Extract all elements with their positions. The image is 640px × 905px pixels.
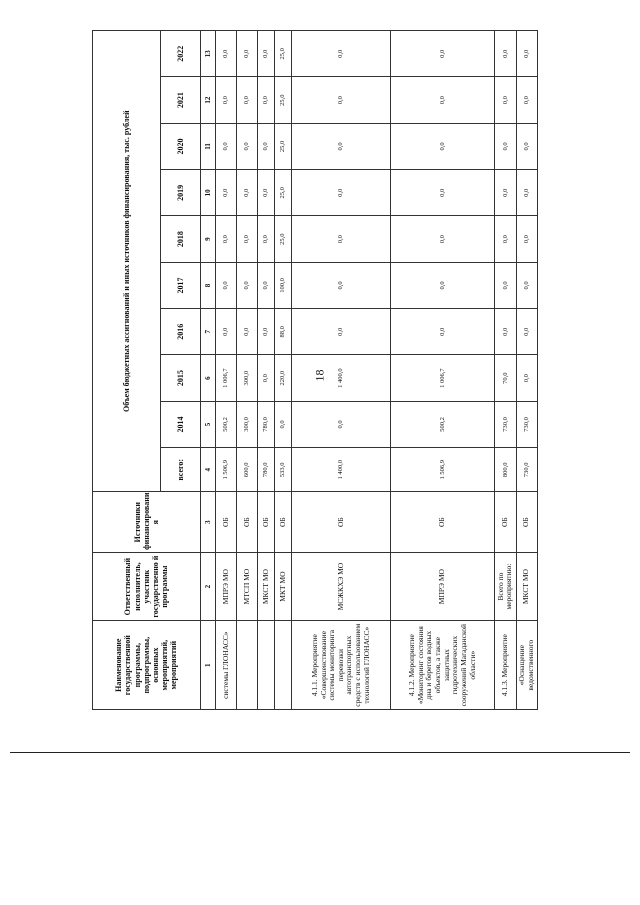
row-value: 0,0 bbox=[258, 309, 275, 355]
row-value: 0,0 bbox=[516, 355, 538, 401]
row-value: 1 006,7 bbox=[391, 355, 495, 401]
row-value: 0,0 bbox=[495, 31, 516, 77]
column-index: 8 bbox=[200, 262, 215, 308]
row-value: 800,0 bbox=[495, 448, 516, 492]
row-value: 0,0 bbox=[258, 77, 275, 123]
row-value: 0,0 bbox=[258, 262, 275, 308]
header-funding: Объем бюджетных ассигнований и иных источников финансирования, тыс. рублей bbox=[93, 31, 161, 492]
row-value: 0,0 bbox=[291, 170, 390, 216]
column-index: 9 bbox=[200, 216, 215, 262]
row-responsible: Всего по мероприятию: bbox=[495, 552, 516, 621]
row-value: 0,0 bbox=[495, 170, 516, 216]
row-value: 780,0 bbox=[258, 448, 275, 492]
header-year: 2018 bbox=[160, 216, 200, 262]
row-name bbox=[258, 621, 275, 710]
table-row bbox=[516, 31, 538, 710]
row-value: 0,0 bbox=[258, 170, 275, 216]
row-value: 0,0 bbox=[215, 262, 236, 308]
row-value: 0,0 bbox=[516, 123, 538, 169]
row-value: 100,0 bbox=[274, 262, 291, 308]
row-value: 0,0 bbox=[516, 31, 538, 77]
row-value: 25,0 bbox=[274, 123, 291, 169]
row-value: 0,0 bbox=[391, 77, 495, 123]
row-value: 0,0 bbox=[495, 216, 516, 262]
row-value: 730,0 bbox=[516, 401, 538, 447]
column-index: 4 bbox=[200, 448, 215, 492]
header-year: 2020 bbox=[160, 123, 200, 169]
row-responsible: МКСТ МО bbox=[516, 552, 538, 621]
row-value: 0,0 bbox=[391, 123, 495, 169]
header-year: 2015 bbox=[160, 355, 200, 401]
row-responsible: МПРЭ МО bbox=[391, 552, 495, 621]
header-source: Источники финансировани я bbox=[93, 492, 201, 552]
header-year: 2016 bbox=[160, 309, 200, 355]
header-year: 2019 bbox=[160, 170, 200, 216]
row-value: 0,0 bbox=[495, 309, 516, 355]
row-value: 0,0 bbox=[391, 170, 495, 216]
row-source: ОБ bbox=[391, 492, 495, 552]
row-value: 0,0 bbox=[258, 355, 275, 401]
row-value: 25,0 bbox=[274, 170, 291, 216]
column-index: 13 bbox=[200, 31, 215, 77]
row-value: 0,0 bbox=[258, 123, 275, 169]
row-value: 0,0 bbox=[516, 77, 538, 123]
row-value: 88,0 bbox=[274, 309, 291, 355]
row-value: 0,0 bbox=[215, 123, 236, 169]
row-value: 0,0 bbox=[215, 216, 236, 262]
row-value: 0,0 bbox=[215, 77, 236, 123]
row-responsible: МТСП МО bbox=[236, 552, 257, 621]
column-index: 2 bbox=[200, 552, 215, 621]
row-name: 4.1.3. Мероприятие bbox=[495, 621, 516, 710]
row-value: 0,0 bbox=[215, 170, 236, 216]
row-value: 0,0 bbox=[236, 309, 257, 355]
row-source: ОБ bbox=[215, 492, 236, 552]
row-value: 0,0 bbox=[291, 123, 390, 169]
row-value: 25,0 bbox=[274, 31, 291, 77]
page-number: 18 bbox=[312, 369, 327, 382]
row-value: 0,0 bbox=[236, 216, 257, 262]
row-value: 0,0 bbox=[391, 309, 495, 355]
row-value: 300,0 bbox=[236, 355, 257, 401]
row-value: 0,0 bbox=[258, 216, 275, 262]
row-value: 780,0 bbox=[258, 401, 275, 447]
row-value: 0,0 bbox=[516, 170, 538, 216]
header-year: 2017 bbox=[160, 262, 200, 308]
row-value: 0,0 bbox=[236, 31, 257, 77]
row-value: 500,2 bbox=[215, 401, 236, 447]
row-value: 0,0 bbox=[391, 31, 495, 77]
header-year: 2022 bbox=[160, 31, 200, 77]
row-name: «Оснащение ведомственного bbox=[516, 621, 538, 710]
horizontal-rule bbox=[10, 752, 630, 753]
row-responsible: МКТ МО bbox=[274, 552, 291, 621]
row-value: 1 400,0 bbox=[291, 355, 390, 401]
column-index: 11 bbox=[200, 123, 215, 169]
row-value: 0,0 bbox=[291, 262, 390, 308]
row-value: 0,0 bbox=[291, 401, 390, 447]
row-value: 0,0 bbox=[516, 216, 538, 262]
row-value: 0,0 bbox=[516, 262, 538, 308]
funding-table bbox=[92, 30, 538, 710]
header-total: всего: bbox=[160, 448, 200, 492]
row-name bbox=[274, 621, 291, 710]
table-row bbox=[258, 31, 275, 710]
row-value: 730,0 bbox=[495, 401, 516, 447]
row-responsible: МСЖКХЭ МО bbox=[291, 552, 390, 621]
row-value: 0,0 bbox=[274, 401, 291, 447]
column-index: 10 bbox=[200, 170, 215, 216]
row-source: ОБ bbox=[516, 492, 538, 552]
table-row bbox=[236, 31, 257, 710]
row-value: 0,0 bbox=[215, 31, 236, 77]
column-index: 6 bbox=[200, 355, 215, 401]
header-year: 2021 bbox=[160, 77, 200, 123]
row-value: 0,0 bbox=[516, 309, 538, 355]
row-value: 0,0 bbox=[236, 123, 257, 169]
row-responsible: МКСТ МО bbox=[258, 552, 275, 621]
table-row bbox=[495, 31, 516, 710]
row-responsible: МПРЭ МО bbox=[215, 552, 236, 621]
row-value: 0,0 bbox=[236, 262, 257, 308]
row-value: 500,2 bbox=[391, 401, 495, 447]
row-name: 4.1.2. Мероприятие «Мониторинг состояния дна и берегов водных объектов, а также защитных гидротехнических сооружений Магаданской области» bbox=[391, 621, 495, 710]
header-responsible: Ответственный исполнитель, участник государственно й программы bbox=[93, 552, 201, 621]
row-value: 0,0 bbox=[495, 262, 516, 308]
row-name bbox=[236, 621, 257, 710]
column-index: 7 bbox=[200, 309, 215, 355]
row-source: ОБ bbox=[236, 492, 257, 552]
row-value: 730,0 bbox=[516, 448, 538, 492]
column-index: 12 bbox=[200, 77, 215, 123]
row-source: ОБ bbox=[495, 492, 516, 552]
row-value: 70,0 bbox=[495, 355, 516, 401]
row-value: 25,0 bbox=[274, 216, 291, 262]
row-value: 1 400,0 bbox=[291, 448, 390, 492]
row-name: системы ГЛОНАСС» bbox=[215, 621, 236, 710]
row-value: 0,0 bbox=[236, 77, 257, 123]
row-value: 25,0 bbox=[274, 77, 291, 123]
row-value: 300,0 bbox=[236, 401, 257, 447]
row-source: ОБ bbox=[274, 492, 291, 552]
row-value: 0,0 bbox=[236, 170, 257, 216]
row-value: 0,0 bbox=[391, 216, 495, 262]
row-source: ОБ bbox=[291, 492, 390, 552]
row-value: 0,0 bbox=[391, 262, 495, 308]
row-value: 1 506,9 bbox=[215, 448, 236, 492]
header-year: 2014 bbox=[160, 401, 200, 447]
rotated-table-area bbox=[92, 30, 538, 710]
row-source: ОБ bbox=[258, 492, 275, 552]
column-index: 1 bbox=[200, 621, 215, 710]
row-value: 0,0 bbox=[291, 31, 390, 77]
table-row bbox=[215, 31, 236, 710]
row-value: 1 006,7 bbox=[215, 355, 236, 401]
row-name: 4.1.1. Мероприятие «Совершенствование системы мониторинга перевозки автотранспортных средств с использованием технологий ГЛОНАСС» bbox=[291, 621, 390, 710]
row-value: 0,0 bbox=[495, 123, 516, 169]
row-value: 1 506,9 bbox=[391, 448, 495, 492]
column-index: 3 bbox=[200, 492, 215, 552]
row-value: 533,0 bbox=[274, 448, 291, 492]
table-row bbox=[291, 31, 390, 710]
row-value: 0,0 bbox=[291, 309, 390, 355]
row-value: 0,0 bbox=[258, 31, 275, 77]
table-row bbox=[274, 31, 291, 710]
column-index: 5 bbox=[200, 401, 215, 447]
row-value: 0,0 bbox=[291, 77, 390, 123]
row-value: 0,0 bbox=[215, 309, 236, 355]
row-value: 220,0 bbox=[274, 355, 291, 401]
header-name: Наименование государственной программы, подпрограммы, основных мероприятий, мероприятий bbox=[93, 621, 201, 710]
row-value: 0,0 bbox=[291, 216, 390, 262]
row-value: 0,0 bbox=[495, 77, 516, 123]
row-value: 600,0 bbox=[236, 448, 257, 492]
table-row bbox=[391, 31, 495, 710]
